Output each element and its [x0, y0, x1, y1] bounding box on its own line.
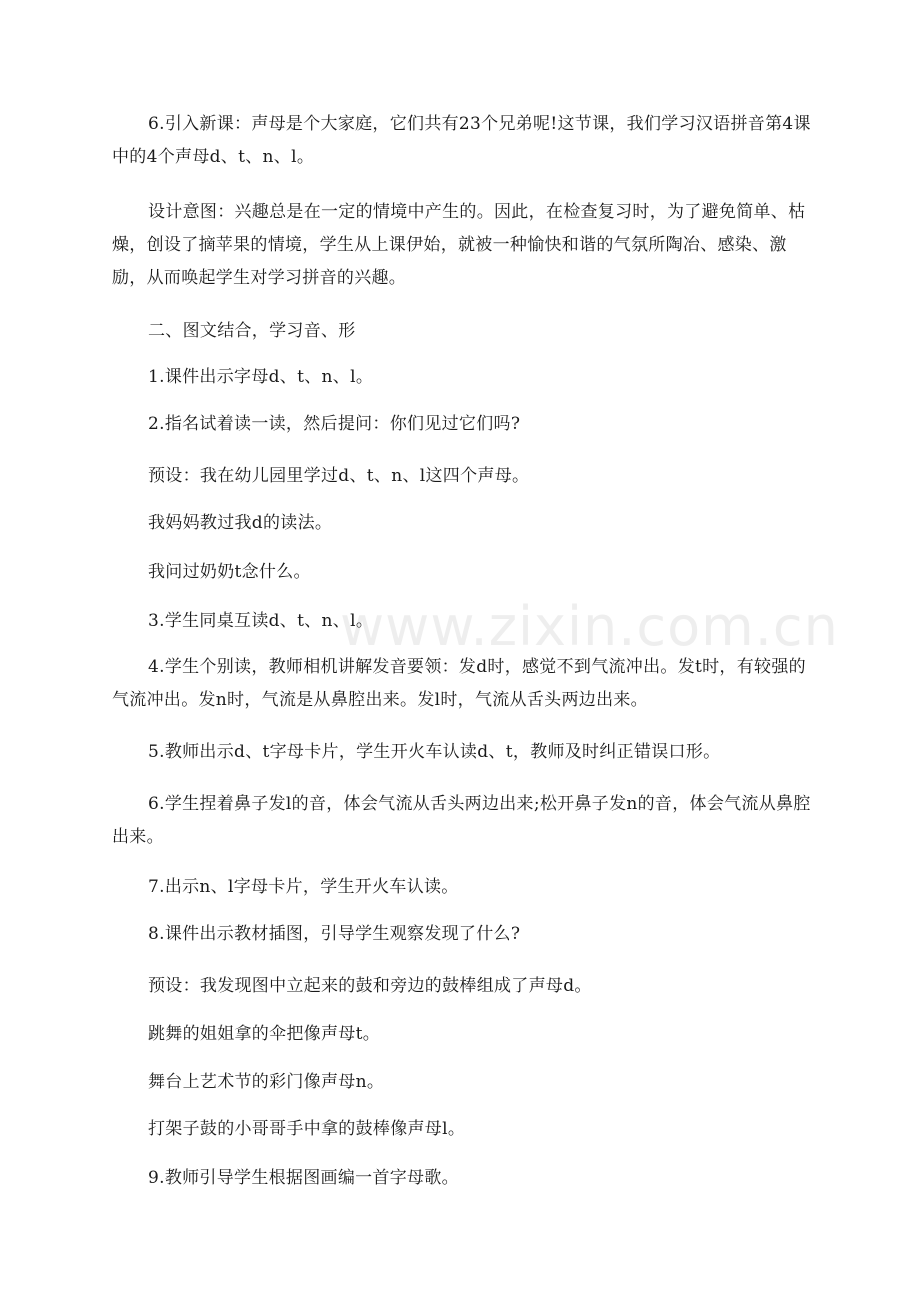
paragraph-step-5: 5.教师出示d、t字母卡片，学生开火车认读d、t，教师及时纠正错误口形。	[148, 742, 721, 762]
paragraph-step-8: 8.课件出示教材插图，引导学生观察发现了什么?	[148, 924, 521, 944]
paragraph-preset-5: 跳舞的姐姐拿的伞把像声母t。	[148, 1024, 381, 1044]
paragraph-step-7: 7.出示n、l字母卡片，学生开火车认读。	[148, 877, 459, 897]
paragraph-step-3: 3.学生同桌互读d、t、n、l。	[148, 611, 374, 631]
paragraph-design-intent: 设计意图：兴趣总是在一定的情境中产生的。因此，在检查复习时，为了避免简单、枯燥，创设了摘苹果的情境，学生从上课伊始，就被一种愉快和谐的气氛所陶冶、感染、激励，从而唤起学生对学习拼音的兴趣。	[112, 202, 806, 288]
paragraph-step-9: 9.教师引导学生根据图画编一首字母歌。	[148, 1168, 459, 1188]
watermark: www.zixin.com.cn	[340, 595, 839, 658]
paragraph-step-4: 4.学生个别读，教师相机讲解发音要领：发d时，感觉不到气流冲出。发t时，有较强的气流冲出。发n时，气流是从鼻腔出来。发l时，气流从舌头两边出来。	[112, 657, 806, 710]
paragraph-preset-3: 我问过奶奶t念什么。	[148, 562, 311, 582]
paragraph-preset-1: 预设：我在幼儿园里学过d、t、n、l这四个声母。	[148, 466, 530, 486]
paragraph-step-1: 1.课件出示字母d、t、n、l。	[148, 367, 374, 387]
section-heading: 二、图文结合，学习音、形	[148, 321, 356, 341]
paragraph-preset-2: 我妈妈教过我d的读法。	[148, 513, 333, 533]
paragraph-step-6: 6.学生捏着鼻子发l的音，体会气流从舌头两边出来;松开鼻子发n的音，体会气流从鼻腔出来。	[112, 794, 811, 847]
paragraph-intro-new-lesson: 6.引入新课：声母是个大家庭，它们共有23个兄弟呢!这节课，我们学习汉语拼音第4课中的4个声母d、t、n、l。	[112, 114, 811, 167]
paragraph-preset-4: 预设：我发现图中立起来的鼓和旁边的鼓棒组成了声母d。	[148, 976, 592, 996]
paragraph-preset-7: 打架子鼓的小哥哥手中拿的鼓棒像声母l。	[148, 1119, 466, 1139]
paragraph-step-2: 2.指名试着读一读，然后提问：你们见过它们吗?	[148, 414, 521, 434]
paragraph-preset-6: 舞台上艺术节的彩门像声母n。	[148, 1072, 385, 1092]
